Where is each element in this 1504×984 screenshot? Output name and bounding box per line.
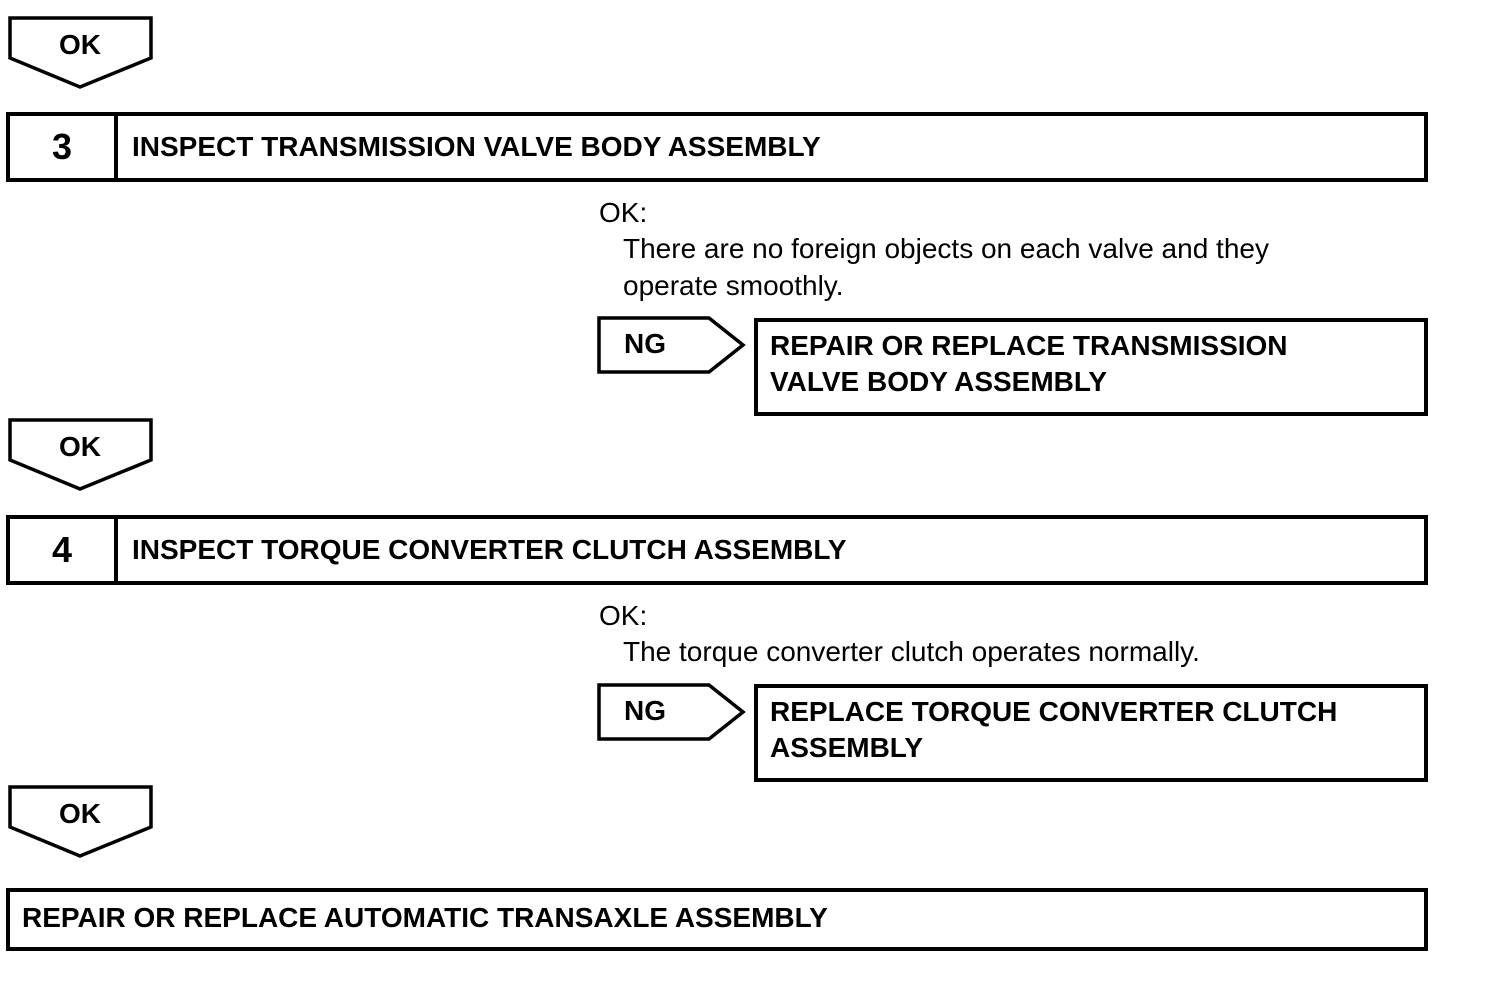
ng-action-line: REPLACE TORQUE CONVERTER CLUTCH	[770, 696, 1338, 727]
criteria-text-line: operate smoothly.	[623, 270, 844, 301]
ok-arrow-label: OK	[59, 431, 101, 462]
criteria-text-line: There are no foreign objects on each valve and they	[623, 233, 1269, 264]
ng-action-box	[754, 684, 1428, 782]
ng-arrow-label: NG	[624, 328, 666, 359]
final-action-text: REPAIR OR REPLACE AUTOMATIC TRANSAXLE ASSEMBLY	[22, 902, 828, 933]
ng-action-line: ASSEMBLY	[770, 732, 924, 763]
criteria-label: OK:	[599, 600, 648, 631]
step-4-header	[6, 515, 1428, 585]
ok-arrow-label: OK	[59, 29, 101, 60]
ng-action-line: VALVE BODY ASSEMBLY	[770, 366, 1108, 397]
step-title: INSPECT TORQUE CONVERTER CLUTCH ASSEMBLY	[132, 534, 847, 565]
criteria-label: OK:	[599, 197, 648, 228]
step-number: 3	[10, 116, 118, 178]
criteria-text-line: The torque converter clutch operates normally.	[623, 636, 1200, 667]
ng-arrow-label: NG	[624, 695, 666, 726]
ng-action-box	[754, 318, 1428, 416]
ng-action-line: REPAIR OR REPLACE TRANSMISSION	[770, 330, 1288, 361]
step-number: 4	[10, 519, 118, 581]
final-action-box	[6, 888, 1428, 951]
ok-arrow-label: OK	[59, 798, 101, 829]
step-title: INSPECT TRANSMISSION VALVE BODY ASSEMBLY	[132, 131, 821, 162]
step-3-header	[6, 112, 1428, 182]
